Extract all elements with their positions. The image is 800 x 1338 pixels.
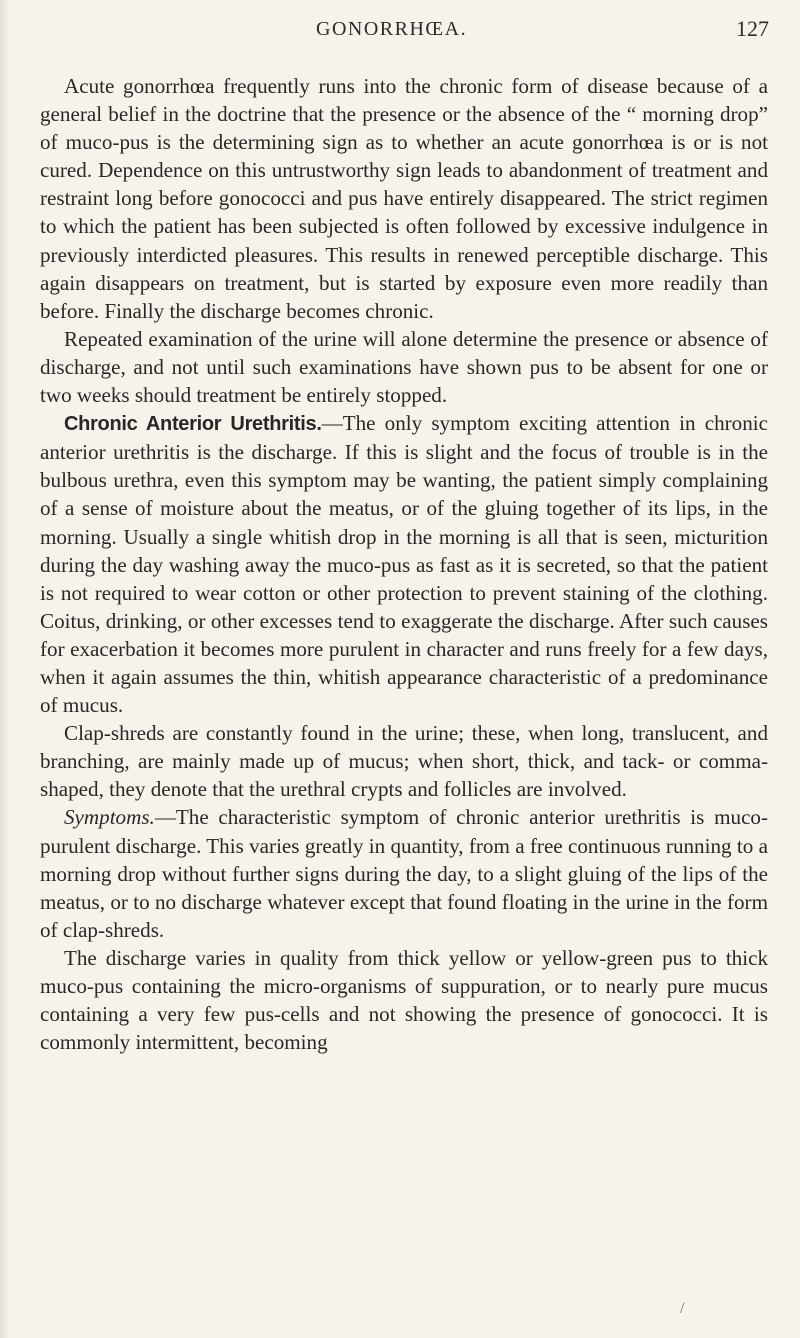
page-number: 127 (736, 16, 769, 41)
subsection-heading: Symptoms. (64, 805, 155, 830)
section-heading: Chronic Anterior Urethritis. (64, 413, 322, 436)
paragraph-acute-gonorrhoea: Acute gonorrhœa frequently runs into the chronic form of disease because of a general belief in the doctrine that the presence or the absence of the “ morning drop” of muco-pus is the determining sign as to whether an acute gonorrhœa is or is not cured. Dependence on this untrustworthy sign leads to abandonment of treatment and restraint long before gonococci and pus have entirely disappeared. The strict regimen to which the patient has been subjected is often followed by excessive indulgence in previously interdicted pleasures. This results in renewed perceptible discharge. This again disappears on treatment, but is started by exposure even more readily than before. Finally the discharge becomes chronic. (40, 74, 768, 323)
page-edge-shadow (0, 0, 10, 1338)
paragraph-symptoms (40, 803, 768, 943)
paragraph-text: —The only symptom exciting attention in chronic anterior urethritis is the discharge. If this is slight and the focus of trouble is in the bulbous urethra, even this symptom may be wanting, the patient simply complaining of a sense of moisture about the meatus, or of the gluing together of its lips, in the morning. Usually a single whitish drop in the morning is all that is seen, micturition during the day washing away the muco-pus as fast as it is secreted, so that the patient is not required to wear cotton or other protection to prevent staining of the clothing. Coitus, drinking, or other excesses tend to exaggerate the discharge. After such causes for exacerbation it becomes more purulent in character and runs freely for a few days, when it again assumes the thin, whitish appearance characteristic of a predominance of mucus. (40, 411, 768, 718)
paragraph-clap-shreds: Clap-shreds are constantly found in the urine; these, when long, translucent, and branching, are mainly made up of mucus; when short, thick, and tack- or comma-shaped, they denote that the urethral crypts and follicles are involved. (40, 721, 768, 802)
footer-mark: / (680, 1300, 685, 1317)
paragraph-text: —The characteristic symptom of chronic anterior urethritis is muco-purulent discharge. This varies greatly in quantity, from a free continuous running to a morning drop without further signs during the day, to a slight gluing of the lips of the meatus, or to no discharge whatever except that found floating in the urine in the form of clap-shreds. (40, 805, 768, 942)
paragraph-urine-examination: Repeated examination of the urine will alone determine the presence or absence of discharge, and not until such examinations have shown pus to be absent for one or two weeks should treatment be entirely stopped. (40, 326, 768, 408)
page-header (40, 12, 800, 46)
running-title: GONORRHŒA. (316, 18, 468, 40)
paragraph-discharge-quality: The discharge varies in quality from thick yellow or yellow-green pus to thick muco-pus containing the micro-organisms of suppuration, or to nearly pure mucus containing a very few pus-cells and not showing the presence of gonococci. It is commonly intermittent, becoming (40, 945, 768, 1055)
body-text (40, 72, 768, 1056)
paragraph-chronic-anterior-urethritis (40, 409, 768, 719)
